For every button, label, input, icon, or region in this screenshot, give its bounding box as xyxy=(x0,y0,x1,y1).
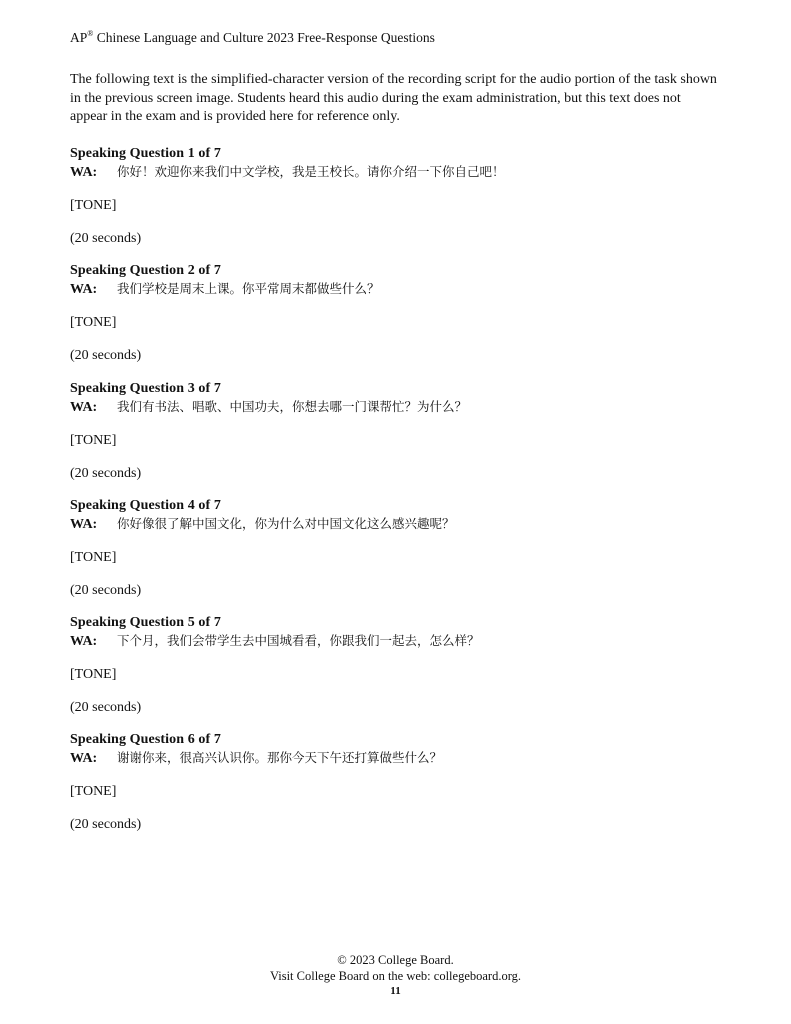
question-text: 你好像很了解中国文化，你为什么对中国文化这么感兴趣呢？ xyxy=(117,516,455,531)
question-text: 你好！欢迎你来我们中文学校，我是王校长。请你介绍一下你自己吧！ xyxy=(117,164,505,179)
website-line: Visit College Board on the web: collegeboard.org. xyxy=(269,968,522,983)
speaking-question-6 xyxy=(70,731,750,832)
speaking-question-5 xyxy=(70,614,750,715)
response-time: (20 seconds) xyxy=(70,817,142,832)
page-footer xyxy=(0,953,791,1000)
question-text: 谢谢你来，很高兴认识你。那你今天下午还打算做些什么？ xyxy=(117,750,443,765)
question-text: 我们有书法、唱歌、中国功夫，你想去哪一门课帮忙？为什么？ xyxy=(117,399,468,414)
registered-mark: ® xyxy=(87,28,94,38)
speaking-question-3 xyxy=(70,380,750,481)
question-script-line xyxy=(70,515,750,534)
speaker-label: WA: xyxy=(70,282,98,297)
question-text: 我们学校是周末上课。你平常周末都做些什么？ xyxy=(117,281,380,296)
question-script-line xyxy=(70,398,750,417)
speaker-label: WA: xyxy=(70,517,98,532)
header-prefix: AP xyxy=(70,30,88,45)
response-time: (20 seconds) xyxy=(70,700,142,715)
question-title: Speaking Question 4 of 7 xyxy=(70,498,221,513)
intro-paragraph: The following text is the simplified-character version of the recording script for the audio portion of the task shown in the previous screen image. Students heard this audio during the exam administration, but this text does not appear in the exam and is provided here for reference only. xyxy=(70,72,717,124)
question-script-line xyxy=(70,163,750,182)
tone-marker: [TONE] xyxy=(70,667,117,682)
tone-marker: [TONE] xyxy=(70,433,117,448)
question-text: 下个月，我们会带学生去中国城看看，你跟我们一起去，怎么样？ xyxy=(117,633,480,648)
question-title: Speaking Question 6 of 7 xyxy=(70,732,221,747)
response-time: (20 seconds) xyxy=(70,583,142,598)
question-script-line xyxy=(70,280,750,299)
speaking-question-4 xyxy=(70,497,750,598)
response-time: (20 seconds) xyxy=(70,231,142,246)
speaker-label: WA: xyxy=(70,165,98,180)
response-time: (20 seconds) xyxy=(70,466,142,481)
copyright-line: © 2023 College Board. xyxy=(337,953,454,967)
question-title: Speaking Question 3 of 7 xyxy=(70,381,221,396)
question-title: Speaking Question 2 of 7 xyxy=(70,263,221,278)
tone-marker: [TONE] xyxy=(70,784,117,799)
question-script-line xyxy=(70,632,750,651)
page-number: 11 xyxy=(390,985,401,997)
question-title: Speaking Question 5 of 7 xyxy=(70,615,221,630)
speaker-label: WA: xyxy=(70,751,98,766)
tone-marker: [TONE] xyxy=(70,315,117,330)
question-script-line xyxy=(70,749,750,768)
tone-marker: [TONE] xyxy=(70,550,117,565)
question-title: Speaking Question 1 of 7 xyxy=(70,146,221,161)
header-title: Chinese Language and Culture 2023 Free-Response Questions xyxy=(93,30,435,45)
tone-marker: [TONE] xyxy=(70,198,117,213)
response-time: (20 seconds) xyxy=(70,348,142,363)
page-header xyxy=(70,29,435,47)
speaking-question-2 xyxy=(70,262,750,363)
speaker-label: WA: xyxy=(70,634,98,649)
speaking-question-1 xyxy=(70,145,750,246)
speaker-label: WA: xyxy=(70,400,98,415)
